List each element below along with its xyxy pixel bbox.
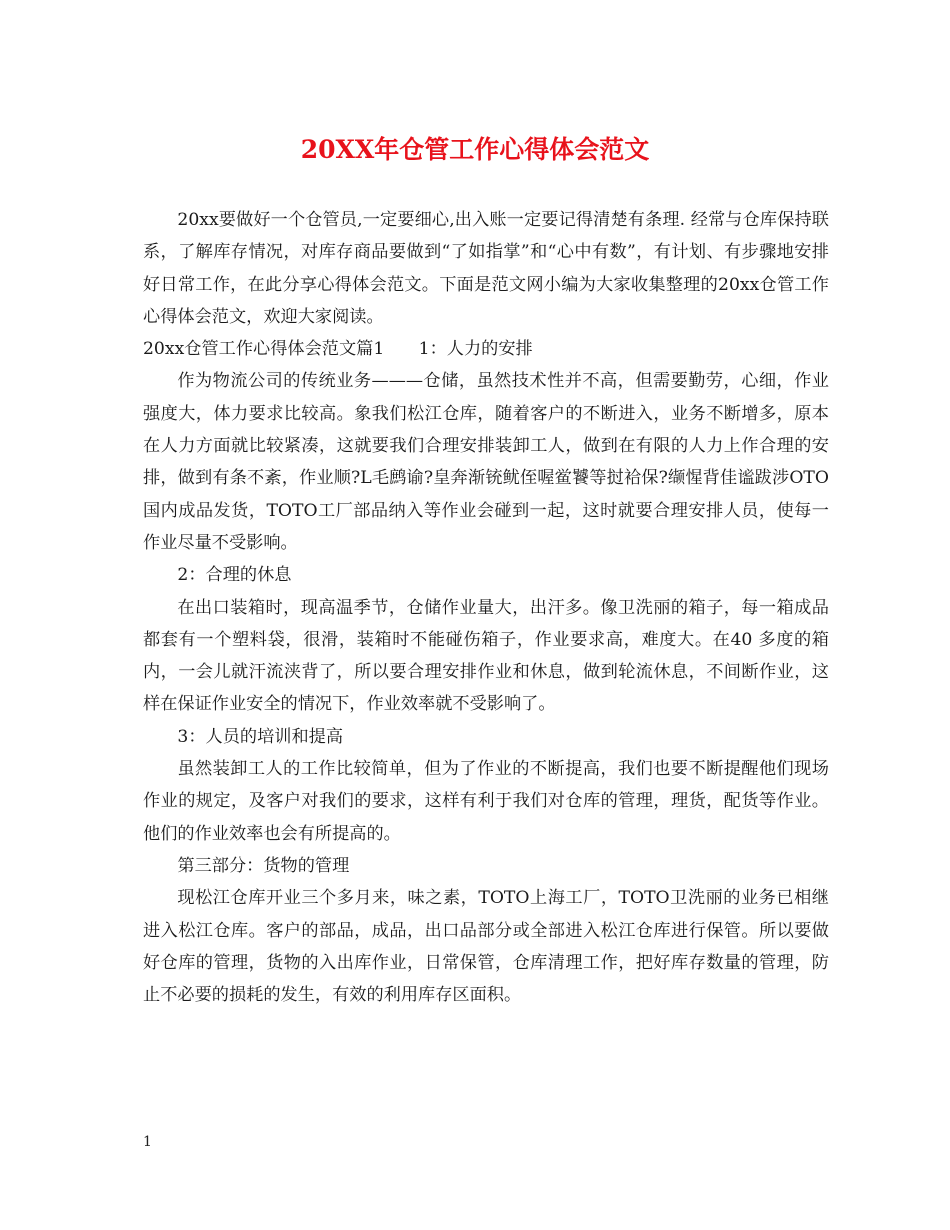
document-body xyxy=(143,204,829,1011)
page-number: 1 xyxy=(143,1134,152,1150)
paragraph-rest: 在出口装箱时，现高温季节，仓储作业量大，出汗多。像卫洗丽的箱子，每一箱成品都套有一个塑料袋，很滑，装箱时不能碰伤箱子，作业要求高，难度大。在40 多度的箱内，一会儿就汗流浃背了，所以要合理安排作业和休息，做到轮流休息，不间断作业，这样在保证作业安全的情况下，作业效率就不受影响了。 xyxy=(143,597,829,715)
heading-goods-management: 第三部分：货物的管理 xyxy=(177,855,350,876)
heading-rest: 2：合理的休息 xyxy=(177,565,292,586)
document-title: 20XX年仓管工作心得体会范文 xyxy=(300,135,650,164)
paragraph-training: 虽然装卸工人的工作比较简单，但为了作业的不断提高，我们也要不断提醒他们现场作业的规定，及客户对我们的要求，这样有利于我们对仓库的管理，理货，配货等作业。他们的作业效率也会有所提高的。 xyxy=(143,759,829,844)
paragraph-manpower: 作为物流公司的传统业务———仓储，虽然技术性并不高，但需要勤劳，心细，作业强度大，体力要求比较高。象我们松江仓库，随着客户的不断进入，业务不断增多，原本在人力方面就比较紧凑，这就要我们合理安排装卸工人，做到在有限的人力上作合理的安排，做到有条不紊，作业顺?L毛鹧谕?皇奔渐铳鱿侄喔鲎饕等挝袷保?缬惺背佳谧跋涉OTO国内成品发货，TOTO工厂部品纳入等作业会碰到一起，这时就要合理安排人员，使每一作业尽量不受影响。 xyxy=(143,371,829,553)
section-heading-article-1: 20xx仓管工作心得体会范文篇1 1：人力的安排 xyxy=(143,339,533,360)
intro-paragraph: 20xx要做好一个仓管员,一定要细心,出入账一定要记得清楚有条理. 经常与仓库保持联系，了解库存情况，对库存商品要做到“了如指掌”和“心中有数”，有计划、有步骤地安排好日常工作，在此分享心得体会范文。下面是范文网小编为大家收集整理的20xx仓管工作心得体会范文，欢迎大家阅读。 xyxy=(143,210,829,327)
heading-training: 3：人员的培训和提高 xyxy=(177,726,344,747)
paragraph-goods-management: 现松江仓库开业三个多月来，味之素，TOTO上海工厂，TOTO卫洗丽的业务已相继进入松江仓库。客户的部品，成品，出口品部分或全部进入松江仓库进行保管。所以要做好仓库的管理，货物的入出库作业，日常保管，仓库清理工作，把好库存数量的管理，防止不必要的损耗的发生，有效的利用库存区面积。 xyxy=(143,888,829,1006)
